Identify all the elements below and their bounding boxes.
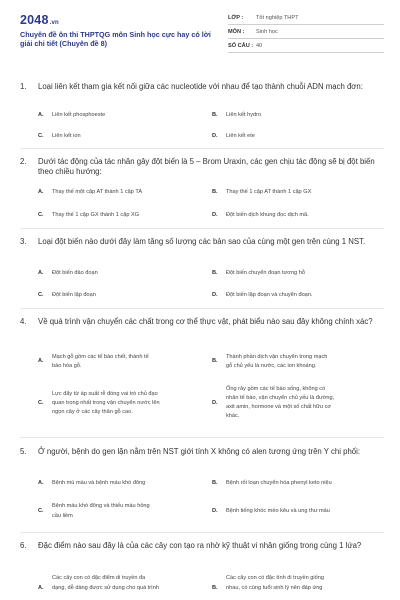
option-text-line: nhân tế bào, vận chuyển chủ yếu là đường, [226,395,335,401]
option-text: Liên kết phosphoeste [52,112,106,118]
option-text: Thay thế 1 cặp AT thành 1 cặp GX [226,189,312,195]
option-text: Liên kết ion [52,133,81,139]
meta-table [228,11,384,53]
option-letter: A. [38,189,44,195]
question-number: 6. [20,541,27,550]
option-text-line: ngọn cây ở các cây thân gỗ cao. [52,409,133,415]
logo-suffix: .vn [49,20,59,26]
option-letter: B. [212,112,218,118]
meta-key: LỚP : [228,14,244,21]
option-text: Đột biến lặp đoạn [52,292,96,298]
option-text-line: Bệnh rối loạn chuyển hóa phenyl keto niệu [226,480,332,486]
meta-row-count [228,39,384,53]
question-text: Loại liên kết tham gia kết nối giữa các nucleotide với nhau để tạo thành chuỗi ADN mạch đơn: [38,82,363,91]
option-text-line: Thành phần dịch vận chuyển trong mạch [226,354,328,360]
option-text-line: quan trọng nhất trong vận chuyển nước lên [52,400,160,406]
option-letter: A. [38,270,44,276]
option-text-line: nhau, có cùng tuổi sinh lý nên đáp ứng [226,585,323,591]
option-text: Đột biến chuyển đoạn tương hỗ [226,270,305,276]
question-text: Về quá trình vận chuyển các chất trong cơ thể thực vật, phát biểu nào sau đây không chính xác? [38,317,373,326]
logo-text: 2048 [20,13,49,27]
option-letter: D. [212,508,218,514]
option-text: Đột biến đảo đoạn [52,270,98,276]
question-text: Dưới tác động của tác nhân gây đột biến là 5 – Brom Uraxin, các gen chịu tác động sẽ bị đột biến theo chiều hướng: [38,157,375,176]
option-text-line: Các cây con có đặc tính di truyền giống [226,575,324,581]
meta-key: SỐ CÂU : [228,42,254,49]
option-text-line: Ống rây gồm các tế bào sống, không có [226,386,326,392]
option-letter: C. [38,508,44,514]
option-text-line: axit amin, hormone và một số chất hữu cơ [226,404,332,410]
option-text-line: Bệnh tiếng khóc mèo kêu và ung thư máu [226,508,330,514]
option-text-line: Các cây con có đặc điểm di truyền đa [52,575,146,581]
option-letter: A. [38,112,44,118]
meta-key: MÔN : [228,28,245,35]
option-text: Thay thế 1 cặp GX thành 1 cặp XG [52,212,140,218]
document-title: Chuyên đề ôn thi THPTQG môn Sinh học cực hay có lời giải chi tiết (Chuyên đề 8) [20,30,211,48]
option-letter: A. [38,585,44,591]
question-text: Đặc điểm nào sau đây là của các cây con tạo ra nhờ kỹ thuật vi nhân giống trong cùng 1 lứa? [38,541,362,550]
site-logo[interactable] [20,13,59,27]
option-text: Thay thế một cặp AT thành 1 cặp TA [52,189,143,195]
option-letter: D. [212,292,218,298]
meta-value: Tốt nghiệp THPT [256,14,299,21]
question-number: 3. [20,237,27,246]
option-text-line: khác. [226,413,240,419]
option-letter: D. [212,133,218,139]
option-letter: C. [38,212,44,218]
question-divider [20,228,384,229]
option-letter: B. [212,270,218,276]
option-letter: B. [212,358,218,364]
option-text: Liên kết ete [226,133,255,139]
option-letter: C. [38,292,44,298]
meta-row-subject [228,25,384,39]
document-header [0,0,400,62]
option-text: Liên kết hydro [226,112,262,118]
option-letter: D. [212,212,218,218]
option-text-line: bào hóa gỗ. [52,363,82,369]
option-letter: D. [212,400,218,406]
question-text: Loại đột biến nào dưới đây làm tăng số lượng các bản sao của cùng một gen trên cùng 1 NST. [38,237,366,246]
option-text-line: Lực đẩy từ áp suất rễ đóng vai trò chủ đạo [52,391,158,397]
question-divider [20,437,384,438]
option-letter: A. [38,358,44,364]
meta-row-grade [228,11,384,25]
option-text-line: Bệnh mù màu và bệnh máu khó đông [52,480,146,486]
option-text: Đột biến dịch khung đọc dịch mã. [226,212,309,218]
option-text: Đột biến lặp đoạn và chuyển đoạn. [226,292,313,298]
question-divider [20,532,384,533]
question-divider [20,148,384,149]
option-letter: B. [212,189,218,195]
question-number: 5. [20,447,27,456]
meta-value: 40 [256,42,263,49]
question-number: 1. [20,82,27,91]
question-divider [20,308,384,309]
option-letter: C. [38,400,44,406]
option-letter: C. [38,133,44,139]
option-text-line: cầu liềm [52,513,73,519]
question-number: 4. [20,317,27,326]
option-letter: B. [212,480,218,486]
option-text-line: Mạch gỗ gồm các tế bào chết, thành tế [52,354,149,360]
meta-value: Sinh học [256,28,278,35]
question-text: Ở người, bệnh do gen lặn nằm trên NST giới tính X không có alen tương ứng trên Y chi phối: [38,447,361,456]
option-letter: A. [38,480,44,486]
option-letter: B. [212,585,218,591]
option-text-line: dạng, dễ dàng được sử dụng cho quá trình [52,585,159,591]
option-text-line: gỗ chủ yếu là nước, các ion khoáng. [226,363,317,369]
option-text-line: Bệnh máu khó đông và thiếu máu hồng [52,503,150,509]
question-number: 2. [20,157,27,166]
